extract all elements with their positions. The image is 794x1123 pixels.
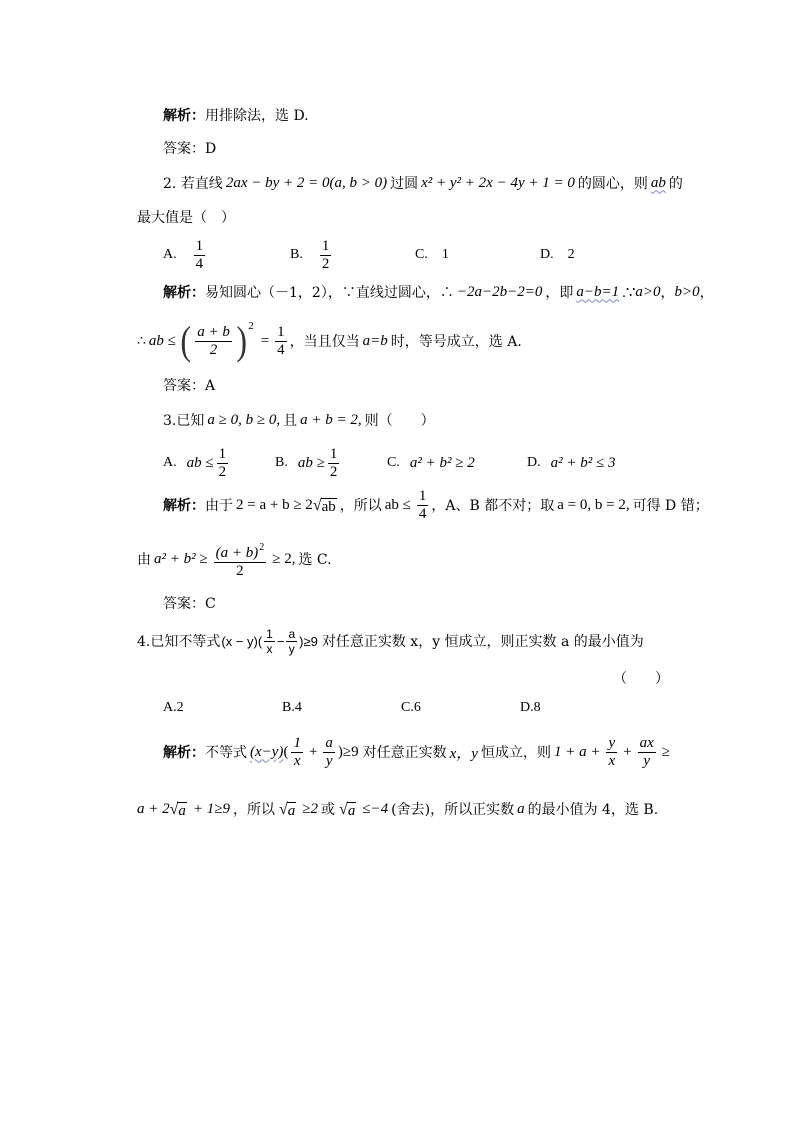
answer-text: 答案：D bbox=[163, 141, 217, 157]
fraction bbox=[275, 324, 287, 359]
analysis-text: .∵ bbox=[622, 284, 636, 301]
question-number-text: 4.已知不等式 bbox=[137, 634, 221, 650]
radicand: ab bbox=[321, 498, 336, 515]
analysis-text: ，即 bbox=[545, 285, 574, 301]
numerator: a bbox=[288, 626, 296, 641]
ab-term: ab bbox=[650, 174, 666, 191]
q3-stem-line bbox=[163, 410, 435, 430]
option-label: C. bbox=[387, 455, 400, 470]
option-d bbox=[540, 235, 575, 275]
analysis-label: 解析： bbox=[163, 108, 205, 124]
operator: + bbox=[308, 743, 318, 760]
q4-options bbox=[0, 698, 794, 718]
denominator: 2 bbox=[329, 463, 338, 480]
denominator: x bbox=[293, 752, 301, 769]
numerator: 1 bbox=[321, 237, 330, 254]
analysis-text: 易知圆心（－1，2），∵直线过圆心，∴ bbox=[205, 285, 454, 301]
numerator: 1 bbox=[266, 626, 273, 641]
radical-sign: √ bbox=[339, 800, 348, 818]
denominator: 4 bbox=[195, 255, 204, 272]
option-c bbox=[415, 235, 449, 275]
q3-answer-line bbox=[163, 593, 216, 613]
math-expression: ≥2 bbox=[302, 800, 319, 817]
right-bracket: ) bbox=[236, 318, 247, 363]
q1-analysis-line bbox=[163, 105, 309, 125]
option-c bbox=[401, 698, 421, 718]
q3-analysis-line-2 bbox=[137, 536, 332, 582]
q1-answer-line bbox=[163, 138, 216, 158]
denominator: y bbox=[325, 752, 333, 769]
option-label: B. bbox=[275, 455, 288, 470]
analysis-text: 对任意正实数 bbox=[362, 745, 447, 761]
fraction bbox=[417, 488, 429, 523]
q2-stem-line-1 bbox=[163, 173, 683, 193]
option-expression: ab ≤ bbox=[186, 454, 214, 471]
numerator: 1 bbox=[277, 323, 285, 340]
option-d bbox=[520, 698, 541, 718]
option-expression: ab ≥ bbox=[297, 454, 325, 471]
radicand: a bbox=[178, 802, 186, 819]
option-a bbox=[163, 235, 208, 275]
option-label: D. bbox=[527, 455, 541, 470]
option-b bbox=[282, 698, 302, 718]
math-expression: )≥9 bbox=[299, 633, 318, 649]
denominator: y bbox=[643, 752, 651, 769]
math-expression: + 1≥9 bbox=[192, 800, 231, 817]
analysis-text: ，当且仅当 bbox=[289, 334, 360, 350]
therefore-symbol: ∴ bbox=[137, 333, 146, 349]
math-expression: ≥ 2, bbox=[272, 550, 296, 567]
math-expression: 2 = a + b ≥ 2 bbox=[236, 496, 313, 513]
option-text: C.6 bbox=[401, 700, 421, 715]
analysis-label: 解析： bbox=[163, 498, 205, 514]
line-equation: 2ax − by + 2 = 0(a, b > 0) bbox=[225, 174, 388, 191]
radical-sign: √ bbox=[169, 800, 179, 818]
numerator: 1 bbox=[293, 734, 301, 751]
math-expression: a ≥ 0, b ≥ 0, bbox=[207, 411, 281, 428]
denominator: x bbox=[266, 641, 273, 656]
square-root bbox=[170, 800, 187, 819]
stem-text: 的圆心，则 bbox=[577, 176, 648, 192]
analysis-text: ，A、B 都不对；取 bbox=[431, 498, 555, 514]
stem-text: 则（ ） bbox=[364, 413, 435, 429]
radical-sign: √ bbox=[279, 800, 288, 818]
math-expression: a + 2 bbox=[137, 800, 170, 817]
math-expression: x，y bbox=[449, 745, 478, 762]
option-text: A.2 bbox=[163, 700, 184, 715]
math-expression: −2a−2b−2=0 bbox=[456, 283, 543, 300]
option-b bbox=[290, 235, 334, 275]
math-expression: a + b = 2, bbox=[300, 411, 362, 428]
fraction bbox=[286, 627, 297, 656]
q4-analysis-line-1 bbox=[163, 732, 673, 772]
analysis-text: 由 bbox=[137, 552, 151, 568]
analysis-text: ， bbox=[660, 285, 675, 301]
option-label: D. bbox=[540, 247, 554, 262]
fraction bbox=[320, 238, 332, 273]
analysis-text: 选 C. bbox=[298, 552, 332, 568]
math-expression: ab ≤ bbox=[384, 496, 411, 513]
q4-answer-blank bbox=[613, 668, 669, 688]
denominator: 2 bbox=[218, 463, 227, 480]
analysis-text: 恒成立，则 bbox=[480, 745, 551, 761]
math-expression: a=b bbox=[362, 332, 388, 349]
numerator: y bbox=[608, 734, 616, 751]
analysis-text: 时，等号成立，选 A. bbox=[390, 334, 522, 350]
numerator: 1 bbox=[218, 445, 227, 462]
option-expression: a² + b² ≥ 2 bbox=[409, 454, 475, 471]
numerator: 1 bbox=[418, 487, 427, 504]
fraction bbox=[195, 324, 232, 359]
option-c bbox=[387, 444, 475, 482]
option-label: A. bbox=[163, 247, 177, 262]
analysis-text: ， bbox=[699, 285, 714, 301]
analysis-text: 由于 bbox=[205, 498, 233, 514]
answer-text: 答案：C bbox=[163, 596, 216, 612]
fraction bbox=[214, 539, 267, 580]
math-expression: (x − y)( bbox=[221, 633, 263, 649]
math-expression: a² + b² ≥ bbox=[154, 550, 208, 567]
denominator: 2 bbox=[321, 255, 330, 272]
option-value: 2 bbox=[567, 247, 575, 262]
analysis-text: 的最小值为 4，选 B. bbox=[527, 802, 659, 818]
answer-blank: （ ） bbox=[613, 671, 669, 687]
stem-text: 最大值是（ ） bbox=[137, 210, 235, 226]
math-expression: 1 + a + bbox=[553, 743, 601, 760]
numerator bbox=[214, 539, 267, 563]
square-root bbox=[313, 496, 337, 515]
math-expression: ( bbox=[283, 743, 289, 760]
operator: − bbox=[276, 633, 285, 649]
math-expression: a>0 bbox=[635, 283, 661, 300]
option-a bbox=[163, 698, 184, 718]
numerator: a + b bbox=[197, 323, 230, 340]
option-text: B.4 bbox=[282, 700, 302, 715]
fraction bbox=[217, 446, 229, 481]
q2-stem-line-2 bbox=[137, 207, 235, 227]
q2-answer-line bbox=[163, 375, 215, 395]
square-root bbox=[339, 800, 356, 819]
option-value: 1 bbox=[441, 247, 449, 262]
math-expression: a−b=1 bbox=[576, 283, 620, 300]
radicand: a bbox=[287, 802, 296, 819]
q4-stem-line bbox=[137, 624, 644, 658]
fraction bbox=[194, 238, 206, 273]
equals-sign: = bbox=[260, 332, 270, 349]
math-expression: ≥ bbox=[661, 743, 671, 760]
left-bracket: ( bbox=[180, 318, 191, 363]
analysis-text: ，所以 bbox=[339, 498, 382, 514]
denominator: 4 bbox=[418, 505, 427, 522]
stem-text: 过圆 bbox=[390, 176, 419, 192]
q4-analysis-line-2 bbox=[137, 798, 658, 820]
radical-sign: √ bbox=[312, 496, 322, 514]
fraction bbox=[328, 446, 340, 481]
fraction bbox=[323, 735, 335, 770]
option-expression: a² + b² ≤ 3 bbox=[550, 454, 616, 471]
answer-text: 答案：A bbox=[163, 378, 216, 394]
math-expression: a = 0, b = 2, bbox=[557, 496, 630, 513]
stem-text: 且 bbox=[283, 413, 298, 429]
q3-options bbox=[0, 444, 794, 482]
numerator-expression: (a + b) bbox=[215, 544, 259, 561]
radicand: a bbox=[347, 802, 356, 819]
numerator: ax bbox=[639, 734, 654, 751]
stem-text: 对任意正实数 x，y 恒成立，则正实数 a 的最小值为 bbox=[321, 634, 644, 650]
option-label: A. bbox=[163, 455, 177, 470]
analysis-text: (舍去)，所以正实数 bbox=[391, 802, 515, 818]
option-a bbox=[163, 444, 231, 482]
exponent: 2 bbox=[248, 320, 254, 332]
denominator: y bbox=[288, 641, 295, 656]
question-number-text: 2. 若直线 bbox=[163, 176, 223, 192]
math-expression: ab ≤ bbox=[148, 332, 176, 349]
q3-analysis-line-1 bbox=[163, 486, 709, 524]
option-label: B. bbox=[290, 247, 303, 262]
analysis-label: 解析： bbox=[163, 285, 205, 301]
fraction bbox=[291, 735, 303, 770]
question-number-text: 3.已知 bbox=[163, 413, 205, 429]
analysis-label: 解析： bbox=[163, 745, 205, 761]
numerator: a bbox=[325, 734, 333, 751]
q2-analysis-line-1 bbox=[163, 282, 714, 302]
numerator: 1 bbox=[195, 237, 204, 254]
option-label: C. bbox=[415, 247, 428, 262]
numerator: 1 bbox=[329, 445, 338, 462]
math-expression: ≤−4 bbox=[362, 800, 389, 817]
option-text: D.8 bbox=[520, 700, 541, 715]
denominator: 4 bbox=[277, 341, 285, 358]
fraction bbox=[638, 735, 656, 770]
stem-text: 的 bbox=[668, 176, 683, 192]
math-expression: a bbox=[517, 800, 525, 817]
square-root bbox=[279, 800, 296, 819]
analysis-text: ，所以 bbox=[233, 802, 276, 818]
option-b bbox=[275, 444, 342, 482]
fraction bbox=[606, 735, 617, 770]
option-d bbox=[527, 444, 615, 482]
q2-analysis-line-2 bbox=[137, 318, 522, 364]
analysis-text: 不等式 bbox=[205, 745, 247, 761]
math-expression: (x−y) bbox=[250, 743, 284, 760]
fraction bbox=[264, 627, 275, 656]
analysis-text: 或 bbox=[321, 802, 336, 818]
operator: + bbox=[623, 743, 632, 760]
math-expression: b>0 bbox=[674, 283, 700, 300]
circle-equation: x² + y² + 2x − 4y + 1 = 0 bbox=[421, 174, 575, 191]
analysis-text: 用排除法，选 D. bbox=[205, 108, 309, 124]
denominator: 2 bbox=[236, 562, 244, 579]
analysis-text: 可得 D 错； bbox=[632, 498, 709, 514]
exponent: 2 bbox=[259, 541, 265, 553]
q2-options bbox=[0, 235, 794, 275]
math-expression: )≥9 bbox=[337, 743, 359, 760]
denominator: x bbox=[608, 752, 616, 769]
denominator: 2 bbox=[209, 341, 218, 358]
